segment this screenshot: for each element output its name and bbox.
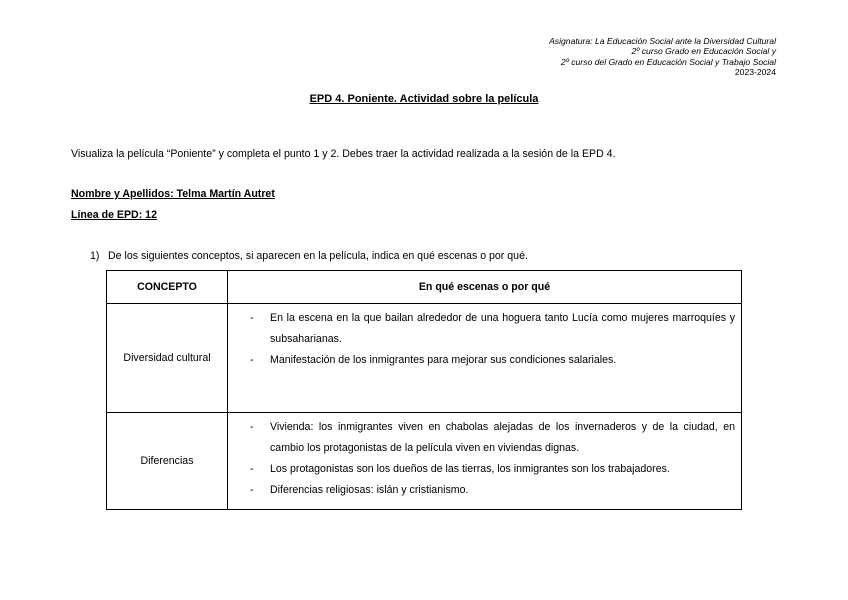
list-item: - Diferencias religiosas: islán y cristianismo. bbox=[248, 480, 735, 501]
document-title: EPD 4. Poniente. Actividad sobre la película bbox=[309, 93, 539, 105]
header-line-subject: Asignatura: La Educación Social ante la Diversidad Cultural bbox=[549, 36, 776, 46]
question-number: 1) bbox=[90, 250, 100, 262]
description-list bbox=[248, 417, 735, 501]
question-1 bbox=[90, 250, 528, 262]
header-concept: CONCEPTO bbox=[107, 271, 228, 304]
description-cell bbox=[228, 413, 742, 510]
concepts-table bbox=[106, 270, 742, 510]
list-item: - En la escena en la que bailan alrededor de una hoguera tanto Lucía como mujeres marroquíes y subsaharianas. bbox=[248, 308, 735, 350]
table-row bbox=[107, 413, 742, 510]
description-cell bbox=[228, 304, 742, 413]
list-item: - Vivienda: los inmigrantes viven en chabolas alejadas de los invernaderos y de la ciudad, en cambio los protagonistas de la película viven en viviendas dignas. bbox=[248, 417, 735, 459]
header-line-course-1: 2º curso Grado en Educación Social y bbox=[631, 46, 776, 57]
concept-cell: Diferencias bbox=[107, 413, 228, 510]
course-header bbox=[549, 36, 776, 77]
list-item: - Manifestación de los inmigrantes para mejorar sus condiciones salariales. bbox=[248, 350, 735, 371]
list-item: - Los protagonistas son los dueños de las tierras, los inmigrantes son los trabajadores. bbox=[248, 459, 735, 480]
table-row bbox=[107, 304, 742, 413]
concept-cell: Diversidad cultural bbox=[107, 304, 228, 413]
instruction-text: Visualiza la película “Poniente” y completa el punto 1 y 2. Debes traer la actividad realizada a la sesión de la EPD 4. bbox=[71, 148, 616, 160]
header-academic-year: 2023-2024 bbox=[734, 66, 776, 77]
epd-line-number: Línea de EPD: 12 bbox=[71, 209, 157, 221]
question-text: De los siguientes conceptos, si aparecen en la película, indica en qué escenas o por qué. bbox=[108, 250, 528, 262]
header-scenes: En qué escenas o por qué bbox=[228, 271, 742, 304]
description-list bbox=[248, 308, 735, 371]
student-name: Nombre y Apellidos: Telma Martín Autret bbox=[71, 188, 275, 200]
header-line-course-2: 2º curso del Grado en Educación Social y Trabajo Social bbox=[560, 56, 776, 67]
table-header-row bbox=[107, 271, 742, 304]
